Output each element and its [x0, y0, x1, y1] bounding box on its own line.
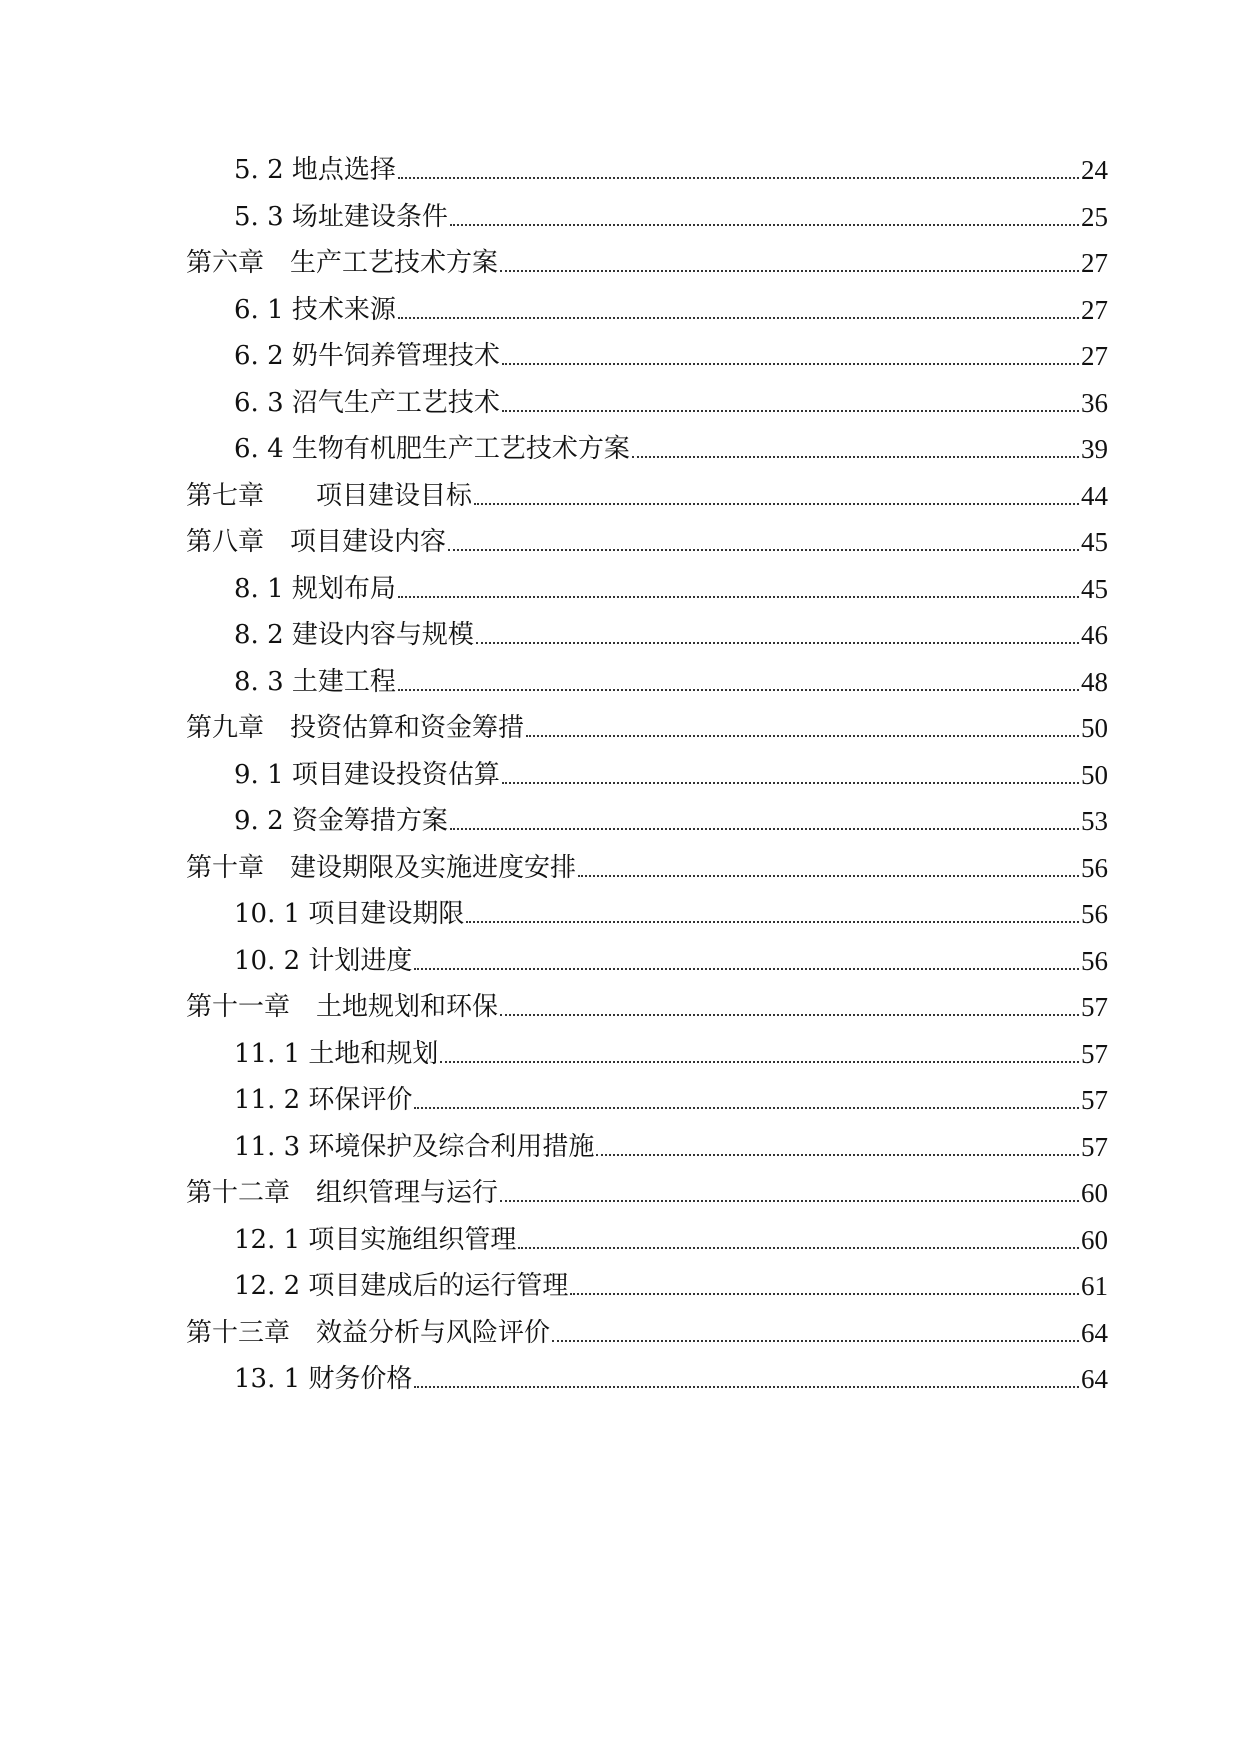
toc-page-number: 60	[1081, 1178, 1108, 1208]
toc-section-entry[interactable]	[234, 286, 1108, 326]
toc-page-number: 24	[1081, 155, 1108, 185]
toc-entry-title: 11. 3 环境保护及综合利用措施	[234, 1131, 595, 1162]
toc-entry-title: 11. 1 土地和规划	[234, 1038, 439, 1069]
toc-page-number: 60	[1081, 1224, 1108, 1255]
toc-page-number: 61	[1081, 1271, 1108, 1301]
toc-entry-title: 5. 3 场址建设条件	[234, 201, 448, 232]
toc-section-entry[interactable]	[234, 751, 1108, 791]
toc-chapter-entry[interactable]	[186, 844, 1108, 884]
toc-dot-leader	[578, 875, 1079, 877]
toc-entry-title: 第十三章 效益分析与风险评价	[186, 1317, 551, 1348]
toc-page-number: 50	[1081, 713, 1108, 743]
toc-section-entry[interactable]	[234, 1355, 1108, 1395]
toc-page-number: 45	[1081, 573, 1108, 604]
toc-entry-title: 12. 2 项目建成后的运行管理	[234, 1271, 569, 1301]
toc-page-number: 48	[1081, 666, 1108, 697]
toc-page-number: 27	[1081, 341, 1108, 371]
toc-entry-title: 9. 2 资金筹措方案	[234, 806, 448, 836]
toc-page-number: 57	[1081, 1085, 1108, 1115]
toc-section-entry[interactable]	[234, 937, 1108, 977]
toc-entry-title: 6. 2 奶牛饲养管理技术	[234, 341, 500, 371]
toc-section-entry[interactable]	[234, 797, 1108, 837]
toc-dot-leader	[500, 1014, 1079, 1016]
toc-entry-title: 6. 4 生物有机肥生产工艺技术方案	[234, 434, 630, 464]
toc-chapter-entry[interactable]	[186, 704, 1108, 744]
toc-section-entry[interactable]	[234, 890, 1108, 930]
toc-section-entry[interactable]	[234, 1216, 1108, 1256]
toc-dot-leader	[414, 1386, 1079, 1388]
toc-entry-title: 第十二章 组织管理与运行	[186, 1178, 499, 1208]
toc-chapter-entry[interactable]	[186, 1169, 1108, 1209]
toc-page-number: 44	[1081, 480, 1108, 511]
toc-entry-title: 8. 1 规划布局	[234, 573, 396, 604]
toc-entry-title: 第八章 项目建设内容	[186, 527, 447, 557]
toc-entry-title: 第十一章 土地规划和环保	[186, 992, 499, 1022]
toc-entry-title: 8. 3 土建工程	[234, 666, 396, 697]
toc-dot-leader	[398, 689, 1079, 691]
toc-dot-leader	[632, 456, 1079, 458]
toc-chapter-entry[interactable]	[186, 1309, 1108, 1349]
toc-page-number: 57	[1081, 1131, 1108, 1162]
toc-page-number: 36	[1081, 387, 1108, 418]
toc-dot-leader	[552, 1340, 1079, 1342]
toc-entry-title: 第六章 生产工艺技术方案	[186, 248, 499, 278]
toc-dot-leader	[448, 549, 1079, 551]
toc-section-entry[interactable]	[234, 379, 1108, 419]
toc-section-entry[interactable]	[234, 611, 1108, 651]
toc-entry-title: 第十章 建设期限及实施进度安排	[186, 852, 577, 883]
toc-dot-leader	[440, 1061, 1079, 1063]
toc-section-entry[interactable]	[234, 1030, 1108, 1070]
toc-dot-leader	[502, 410, 1079, 412]
toc-entry-title: 第九章 投资估算和资金筹措	[186, 713, 525, 743]
toc-dot-leader	[398, 596, 1079, 598]
toc-entry-title: 6. 1 技术来源	[234, 294, 396, 325]
toc-dot-leader	[450, 828, 1079, 830]
toc-entry-title: 5. 2 地点选择	[234, 155, 396, 185]
toc-page-number: 64	[1081, 1317, 1108, 1348]
toc-chapter-entry[interactable]	[186, 472, 1108, 512]
toc-section-entry[interactable]	[234, 1262, 1108, 1302]
toc-chapter-entry[interactable]	[186, 983, 1108, 1023]
toc-page-number: 57	[1081, 992, 1108, 1022]
toc-section-entry[interactable]	[234, 565, 1108, 605]
toc-page-number: 27	[1081, 294, 1108, 325]
toc-dot-leader	[474, 503, 1079, 505]
toc-page-number: 56	[1081, 899, 1108, 929]
toc-page-number: 27	[1081, 248, 1108, 278]
toc-entry-title: 9. 1 项目建设投资估算	[234, 759, 500, 790]
toc-dot-leader	[398, 317, 1079, 319]
toc-page-number: 64	[1081, 1364, 1108, 1394]
toc-entry-title: 6. 3 沼气生产工艺技术	[234, 387, 500, 418]
toc-page-number: 45	[1081, 527, 1108, 557]
toc-entry-title: 11. 2 环保评价	[234, 1085, 413, 1115]
toc-chapter-entry[interactable]	[186, 518, 1108, 558]
toc-dot-leader	[500, 1200, 1079, 1202]
toc-dot-leader	[500, 270, 1079, 272]
toc-entry-title: 10. 2 计划进度	[234, 945, 413, 976]
toc-dot-leader	[596, 1154, 1079, 1156]
toc-page-number: 57	[1081, 1038, 1108, 1069]
toc-section-entry[interactable]	[234, 332, 1108, 372]
toc-section-entry[interactable]	[234, 425, 1108, 465]
toc-page-number: 50	[1081, 759, 1108, 790]
toc-page-number: 56	[1081, 945, 1108, 976]
toc-section-entry[interactable]	[234, 193, 1108, 233]
toc-dot-leader	[502, 363, 1079, 365]
toc-dot-leader	[414, 1107, 1079, 1109]
toc-dot-leader	[526, 735, 1079, 737]
toc-section-entry[interactable]	[234, 146, 1108, 186]
toc-dot-leader	[502, 782, 1079, 784]
toc-page-number: 46	[1081, 620, 1108, 650]
toc-section-entry[interactable]	[234, 1076, 1108, 1116]
toc-dot-leader	[450, 224, 1079, 226]
toc-entry-title: 13. 1 财务价格	[234, 1364, 413, 1394]
toc-entry-title: 10. 1 项目建设期限	[234, 899, 465, 929]
toc-dot-leader	[466, 921, 1079, 923]
toc-dot-leader	[570, 1293, 1079, 1295]
toc-section-entry[interactable]	[234, 1123, 1108, 1163]
toc-dot-leader	[476, 642, 1079, 644]
toc-page-number: 25	[1081, 201, 1108, 232]
toc-chapter-entry[interactable]	[186, 239, 1108, 279]
toc-page-number: 53	[1081, 806, 1108, 836]
toc-dot-leader	[398, 177, 1079, 179]
toc-entry-title: 8. 2 建设内容与规模	[234, 620, 474, 650]
toc-dot-leader	[518, 1247, 1079, 1249]
toc-section-entry[interactable]	[234, 658, 1108, 698]
toc-entry-title: 第七章 项目建设目标	[186, 480, 473, 511]
toc-dot-leader	[414, 968, 1079, 970]
toc-entry-title: 12. 1 项目实施组织管理	[234, 1224, 517, 1255]
toc-page-number: 56	[1081, 852, 1108, 883]
toc-page-number: 39	[1081, 434, 1108, 464]
